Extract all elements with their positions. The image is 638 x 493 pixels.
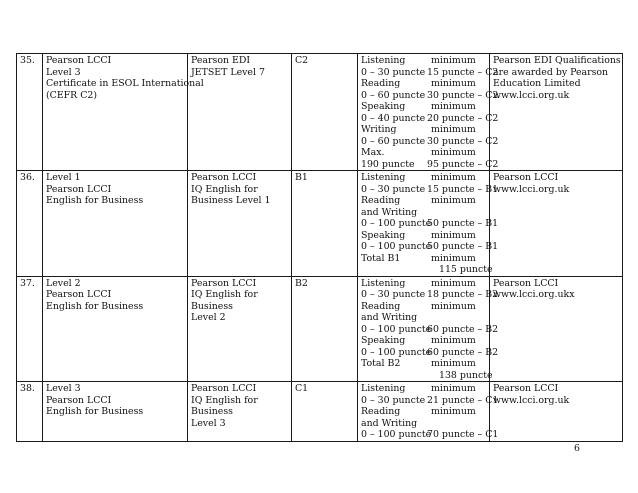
exam-name-line: Business — [191, 300, 233, 312]
score-value: minimum — [431, 252, 476, 264]
exam-name-cell — [188, 171, 292, 277]
certificate-name-line: Level 3 — [46, 383, 81, 394]
score-line — [361, 124, 486, 136]
score-line — [361, 78, 486, 90]
score-label: 0 – 60 puncte — [361, 135, 426, 147]
score-line — [361, 394, 499, 407]
score-value: 138 puncte — [439, 369, 493, 381]
table-row — [17, 382, 623, 442]
score-value: minimum — [431, 335, 476, 346]
score-value: 60 puncte – B2 — [427, 323, 499, 335]
score-line — [361, 323, 499, 336]
row-number-cell — [17, 382, 43, 442]
score-value: minimum — [431, 300, 476, 312]
score-line — [361, 383, 486, 395]
certificate-name-line: (CEFR C2) — [46, 89, 98, 101]
score-value: minimum — [431, 55, 476, 66]
score-value — [427, 312, 486, 324]
score-label: Reading — [361, 195, 401, 206]
score-value: 15 puncte – C2 — [427, 66, 499, 78]
score-value: 50 puncte – B1 — [427, 218, 499, 229]
score-value: minimum — [431, 124, 476, 135]
score-line — [361, 301, 486, 313]
score-value: minimum — [431, 101, 476, 112]
score-value: 95 puncte – C2 — [427, 158, 499, 170]
score-line — [361, 147, 486, 159]
score-value: 20 puncte – C2 — [427, 112, 499, 124]
cefr-level: C1 — [295, 383, 309, 394]
score-requirements-cell — [358, 276, 499, 382]
score-line — [361, 112, 499, 125]
certificate-name-cell — [43, 382, 188, 442]
score-line — [361, 358, 486, 370]
score-line — [361, 289, 499, 301]
score-label: and Writing — [361, 417, 418, 429]
score-value: 15 puncte – B1 — [427, 183, 499, 195]
score-line — [361, 89, 499, 102]
score-value: 60 puncte – B2 — [427, 346, 499, 358]
provider-line: www.lcci.org.uk — [493, 183, 570, 195]
exam-name-cell — [188, 54, 292, 171]
score-value: minimum — [431, 147, 476, 158]
table-row — [17, 171, 623, 277]
score-line — [361, 55, 486, 67]
score-requirements-cell — [358, 382, 499, 442]
score-value: minimum — [431, 277, 476, 289]
cefr-level: C2 — [295, 55, 309, 66]
exam-name-line: Business Level 1 — [191, 195, 271, 206]
score-label: 190 puncte — [361, 158, 415, 170]
score-label: Listening — [361, 383, 406, 394]
exam-name-line: Pearson LCCI — [191, 172, 257, 183]
provider-cell — [490, 276, 623, 382]
score-value: 21 puncte – C1 — [427, 394, 499, 406]
score-line — [361, 312, 486, 324]
certificate-name-cell — [43, 54, 204, 171]
provider-line: Pearson LCCI — [493, 172, 559, 183]
score-label: Total B1 — [361, 252, 401, 264]
table-body — [17, 54, 623, 442]
score-line — [361, 158, 499, 171]
exam-name-line: Pearson LCCI — [191, 277, 257, 289]
score-line — [361, 429, 499, 441]
score-line — [361, 406, 486, 418]
score-label: 0 – 30 puncte — [361, 394, 426, 406]
score-label: 0 – 30 puncte — [361, 183, 426, 195]
certificate-name-line: Level 2 — [46, 277, 81, 289]
score-value: 50 puncte – B1 — [427, 241, 499, 252]
certificate-name-cell — [43, 171, 188, 277]
provider-cell — [490, 171, 623, 277]
score-value: minimum — [431, 195, 476, 206]
certificate-name-line: English for Business — [46, 195, 144, 206]
score-value: 30 puncte – C2 — [427, 135, 499, 147]
certificate-name-line: Pearson LCCI — [46, 394, 112, 406]
exam-name-line: Business — [191, 406, 233, 417]
certificate-name-line: Level 1 — [46, 172, 81, 183]
certificate-name-line: Level 3 — [46, 66, 81, 78]
row-number-cell — [17, 276, 43, 382]
score-label: 0 – 100 puncte — [361, 241, 432, 252]
score-label: Listening — [361, 172, 406, 183]
provider-line: www.lcci.org.ukx — [493, 289, 575, 300]
provider-line: www.lcci.org.uk — [493, 89, 570, 101]
score-line — [361, 207, 486, 219]
exam-name-line: Pearson LCCI — [191, 383, 257, 394]
provider-line: www.lcci.org.uk — [493, 394, 570, 406]
score-label: 0 – 100 puncte — [361, 429, 432, 440]
exam-name-line: IQ English for — [191, 394, 258, 406]
score-label: and Writing — [361, 312, 418, 323]
score-label: Speaking — [361, 335, 406, 346]
exam-name-line: Level 2 — [191, 312, 226, 323]
score-label — [361, 370, 427, 382]
score-line — [361, 172, 486, 184]
score-line — [361, 335, 486, 347]
certificate-name-line: Certificate in ESOL International — [46, 78, 204, 89]
score-line — [361, 183, 499, 196]
score-line — [361, 218, 499, 230]
score-line — [361, 66, 499, 79]
exam-name-cell — [188, 276, 292, 382]
score-value — [427, 418, 486, 430]
exam-name-line: JETSET Level 7 — [191, 66, 265, 78]
score-value: minimum — [431, 172, 476, 183]
score-label: 0 – 30 puncte — [361, 66, 426, 78]
exam-name-line: IQ English for — [191, 183, 258, 195]
exam-name-line: IQ English for — [191, 289, 258, 300]
score-label: 0 – 100 puncte — [361, 323, 432, 335]
cefr-level-cell — [292, 382, 358, 442]
score-label: 0 – 100 puncte — [361, 218, 432, 229]
exam-name-line: Pearson EDI — [191, 55, 251, 66]
exam-name-cell — [188, 382, 292, 442]
certificate-name-line: English for Business — [46, 300, 144, 312]
row-number: 36. — [20, 172, 35, 183]
certificate-name-line: Pearson LCCI — [46, 183, 112, 195]
row-number: 38. — [20, 383, 35, 394]
score-value — [427, 207, 486, 219]
score-value: 70 puncte – C1 — [427, 429, 499, 440]
table-row — [17, 54, 623, 171]
score-line — [361, 135, 499, 148]
score-value: minimum — [431, 78, 476, 89]
certificate-name-cell — [43, 276, 188, 382]
row-number: 37. — [20, 277, 35, 289]
certificate-name-line: English for Business — [46, 406, 144, 417]
score-value: minimum — [431, 406, 476, 417]
score-line — [361, 241, 499, 253]
score-label: Reading — [361, 406, 401, 417]
score-value: minimum — [431, 358, 476, 369]
score-label: Listening — [361, 55, 406, 66]
score-line — [361, 264, 493, 276]
table-row — [17, 276, 623, 382]
score-label — [361, 264, 427, 276]
score-value: 18 puncte – B2 — [427, 289, 499, 300]
score-label: Reading — [361, 78, 401, 89]
cefr-level-cell — [292, 54, 358, 171]
page-number: 6 — [574, 443, 580, 454]
score-label: 0 – 40 puncte — [361, 112, 426, 124]
score-line — [361, 101, 486, 113]
score-line — [361, 369, 493, 382]
provider-cell — [490, 54, 623, 171]
score-value: minimum — [431, 383, 476, 394]
score-value: minimum — [431, 229, 476, 241]
certificates-table — [16, 53, 623, 442]
score-requirements-cell — [358, 171, 499, 277]
cefr-level: B1 — [295, 172, 308, 183]
score-label: and Writing — [361, 206, 418, 218]
score-line — [361, 346, 499, 359]
score-line — [361, 195, 486, 207]
score-label: Listening — [361, 277, 406, 289]
score-line — [361, 230, 486, 242]
score-line — [361, 278, 486, 290]
provider-cell — [490, 382, 623, 442]
provider-line: Education Limited — [493, 78, 581, 89]
score-value: 30 puncte – C2 — [427, 89, 499, 101]
score-line — [361, 418, 486, 430]
provider-line: Pearson LCCI — [493, 277, 559, 289]
score-label: 0 – 30 puncte — [361, 289, 426, 300]
score-label: 0 – 100 puncte — [361, 346, 432, 358]
provider-line: Pearson EDI Qualifications — [493, 55, 621, 66]
score-line — [361, 253, 486, 265]
score-label: Reading — [361, 300, 401, 312]
cefr-level-cell — [292, 276, 358, 382]
certificate-name-line: Pearson LCCI — [46, 289, 112, 300]
row-number-cell — [17, 54, 43, 171]
provider-line: are awarded by Pearson — [493, 66, 609, 78]
exam-name-line: Level 3 — [191, 417, 226, 429]
score-label: 0 – 60 puncte — [361, 89, 426, 101]
score-label: Writing — [361, 124, 397, 135]
provider-line: Pearson LCCI — [493, 383, 559, 394]
cefr-level-cell — [292, 171, 358, 277]
row-number: 35. — [20, 55, 35, 66]
score-label: Max. — [361, 147, 385, 158]
score-label: Speaking — [361, 229, 406, 241]
score-label: Total B2 — [361, 358, 401, 369]
certificate-name-line: Pearson LCCI — [46, 55, 112, 66]
cefr-level: B2 — [295, 277, 308, 289]
score-requirements-cell — [358, 54, 499, 171]
row-number-cell — [17, 171, 43, 277]
score-label: Speaking — [361, 101, 406, 112]
score-value: 115 puncte — [439, 264, 493, 275]
